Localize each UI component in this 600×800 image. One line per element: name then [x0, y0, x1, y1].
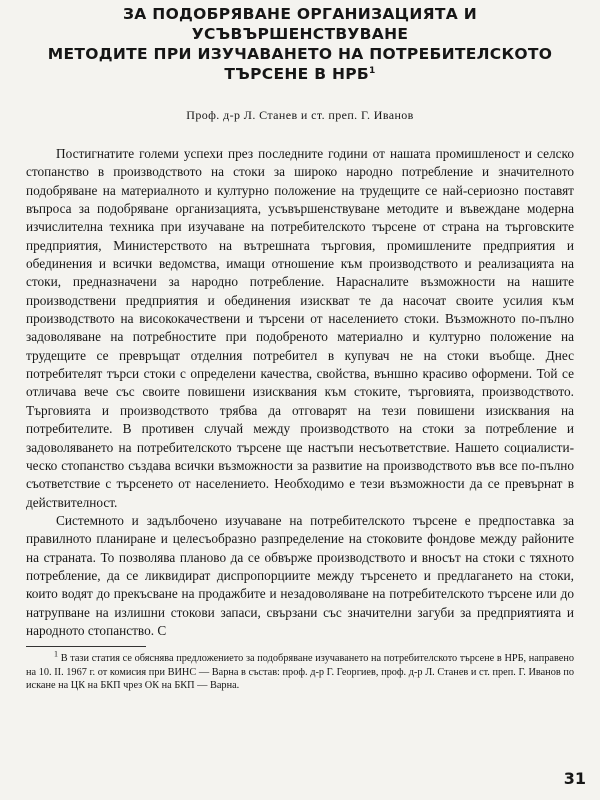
footnote [26, 649, 574, 692]
title-footnote-ref: 1 [369, 65, 376, 76]
footnote-text: В тази статия се обяснява предложението за подобряване изучаването на потребителското търсене в НРБ, направено на 10. II. 1967 г. от комисия при ВИНС — Варна в състав: проф. д-р Г. Георгиев, проф. д-р Л. Станев и ст. преп. Г. Иванов по искане на ЦК на БКП чрез ОК на БКП — Варна. [26, 653, 574, 692]
title-line-3: ТЪРСЕНЕ В НРБ [224, 65, 370, 83]
page-number: 31 [563, 769, 586, 788]
article-body [26, 145, 574, 640]
body-paragraph-2: Системното и задълбочено изучаване на потребителското търсене е предпоставка за правилното планиране и целесъобразно разпределение на стоковите фондове между районите на страната. То позволява планово да се обвърже производството и вносът на стоки с тяхното потребление, да се ликвидират диспропорциите между търсенето и предлагането на стоки, които водят до прекъсване на продажбите и незадоволяване на потребителското търсене или до натрупване на излишни стокови запаси, свързани със значителни загуби за предприятията и народното стопанство. С [26, 512, 574, 638]
body-paragraph-1: Постигнатите големи успехи през последните години от нашата промишленост и селско стопанство в производството на стоки за широко народно потребление и значителното подобряване на материалното и културно положение на трудещите се най-сериозно поставят въпроса за подобряване организацията, усъвършенствуване методите и въвеждане модерна изчислителна техника при изучаване на потребителското търсене от страна на търговските предприятия, Министерството на вътрешната търговия, промишлените предприятия и обединения и всички ведомства, имащи отношение към производството и реализацията на стоки, предназначени за народно потребление. Нарасналите възможности на нашите производствени предприятия и обединения изискват те да насочат своите усилия към производството на висококачествени и търсени от населението стоки. Възможното по-пълно задоволяване на потребностите при подобреното материално и културно положение на трудещите се превръщат отделния потребител в купувач не на стоки въобще. Днес потребителят търси стоки с определени качества, свойства, външно красиво оформени. Той се отличава вече със своите повишени изисквания към стоките, търговията, производството. Търговията и производството трябва да отговарят на тези повишени изисквания на потребителите. В противен случай между производството на стоки за потребление и задоволяването на потребителското търсене ще настъпи несъответствие. Нашето социалистическо стопанство създава всички възможности за развитие на производството във все по-пълно съответствие с търсенето от населението. Необходимо е тези възможности да се превърнат в действителност. [26, 146, 574, 510]
article-authors: Проф. д-р Л. Станев и ст. преп. Г. Иванов [186, 108, 414, 122]
footnote-divider [26, 646, 146, 647]
article-title [26, 4, 574, 84]
footnote-mark: 1 [54, 649, 58, 659]
title-line-1: ЗА ПОДОБРЯВАНЕ ОРГАНИЗАЦИЯТА И УСЪВЪРШЕНСТВУВАНЕ [123, 5, 477, 43]
title-line-2: МЕТОДИТЕ ПРИ ИЗУЧАВАНЕТО НА ПОТРЕБИТЕЛСКОТО [47, 45, 553, 63]
